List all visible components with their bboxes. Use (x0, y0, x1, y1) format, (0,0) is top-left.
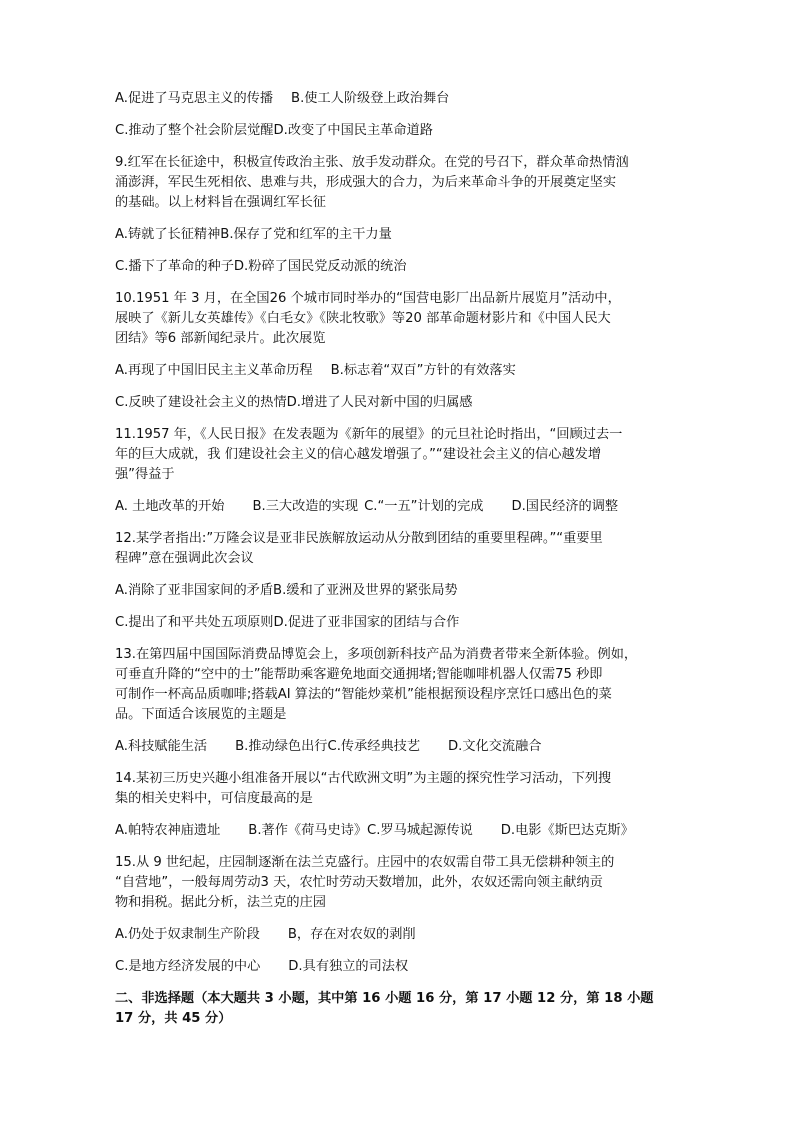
q11-option-d: D.国民经济的调整 (511, 499, 619, 514)
section-two-heading (115, 989, 695, 1029)
q15-stem-line: “自营地”，一般每周劳动3 天，农忙时劳动天数增加，此外，农奴还需向领主献纳贡 (115, 875, 603, 890)
q14-option-d: D.电影《斯巴达克斯》 (500, 823, 634, 838)
q14-option-b: B.著作《荷马史诗》 (248, 823, 368, 838)
q13-option-b: B.推动绿色出行 (235, 739, 328, 754)
q11-stem-line: 11.1957 年，《人民日报》在发表题为《新年的展望》的元旦社论时指出，“回顾过去一 (115, 427, 623, 442)
q14-options-row (115, 821, 695, 841)
q10-option-d: D.增进了人民对新中国的归属感 (286, 395, 473, 410)
q14-option-c: C.罗马城起源传说 (367, 823, 473, 838)
q15-option-c: C.是地方经济发展的中心 (115, 959, 261, 974)
q12-options-row-1 (115, 581, 695, 601)
q12-option-c: C.提出了和平共处五项原则 (115, 615, 274, 630)
q9-stem-line: 9.红军在长征途中，积极宣传政治主张、放手发动群众。在党的号召下，群众革命热情汹 (115, 155, 629, 170)
q10-stem-line: 展映了《新儿女英雄传》《白毛女》《陕北牧歌》等20 部革命题材影片和《中国人民大 (115, 311, 611, 326)
q12-stem-line: 程碑”意在强调此次会议 (115, 551, 254, 566)
q9-options-row-1 (115, 225, 695, 245)
q10-options-row-1 (115, 361, 695, 381)
q10-stem-line: 10.1951 年 3 月，在全国26 个城市同时举办的“国营电影厂出品新片展览月”活动中， (115, 291, 621, 306)
q9-option-b: B.保存了党和红军的主干力量 (220, 227, 392, 242)
q9-option-d: D.粉碎了国民党反动派的统治 (233, 259, 407, 274)
q11-option-a: A. 土地改革的开始 (115, 499, 225, 514)
q12-option-b: B.缓和了亚洲及世界的紧张局势 (273, 583, 458, 598)
q12-option-a: A.消除了亚非国家间的矛盾 (115, 583, 274, 598)
q13-stem-line: 可制作一杯高品质咖啡;搭载AI 算法的“智能炒菜机”能根据预设程序烹饪口感出色的菜 (115, 687, 612, 702)
q13-stem (115, 645, 695, 725)
q15-option-a: A.仍处于奴隶制生产阶段 (115, 927, 260, 942)
q14-stem (115, 769, 695, 809)
q13-option-c: C.传承经典技艺 (327, 739, 421, 754)
q13-stem-line: 品。下面适合该展览的主题是 (115, 707, 287, 722)
q10-option-a: A.再现了中国旧民主主义革命历程 (115, 363, 313, 378)
q13-option-a: A.科技赋能生活 (115, 739, 208, 754)
q9-options-row-2 (115, 257, 695, 277)
q15-option-d: D.具有独立的司法权 (288, 959, 409, 974)
q8-option-c: C.推动了整个社会阶层觉醒 (115, 123, 274, 138)
q12-stem (115, 529, 695, 569)
section-two-heading-line: 二、非选择题（本大题共 3 小题，其中第 16 小题 16 分，第 17 小题 12 分，第 18 小题 (115, 991, 654, 1006)
q13-options-row (115, 737, 695, 757)
q12-options-row-2 (115, 613, 695, 633)
q10-options-row-2 (115, 393, 695, 413)
exam-page (115, 89, 695, 1029)
q14-stem-line: 14.某初三历史兴趣小组准备开展以“古代欧洲文明”为主题的探究性学习活动，下列搜 (115, 771, 612, 786)
q12-option-d: D.促进了亚非国家的团结与合作 (273, 615, 460, 630)
section-two-heading-line: 17 分，共 45 分） (115, 1011, 232, 1026)
q9-stem-line: 的基础。以上材料旨在强调红军长征 (115, 195, 326, 210)
q11-options-row (115, 497, 695, 517)
q15-stem-line: 物和捐税。据此分析，法兰克的庄园 (115, 895, 326, 910)
q13-stem-line: 可垂直升降的“空中的士”能帮助乘客避免地面交通拥堵;智能咖啡机器人仅需75 秒即 (115, 667, 603, 682)
q11-stem (115, 425, 695, 485)
q12-stem-line: 12.某学者指出:”万隆会议是亚非民族解放运动从分散到团结的重要里程碑。”“重要里 (115, 531, 603, 546)
q15-option-b: B，存在对农奴的剥削 (287, 927, 416, 942)
q11-stem-line: 年的巨大成就，我 们建设社会主义的信心越发增强了。”“建设社会主义的信心越发增 (115, 447, 602, 462)
q8-option-a: A.促进了马克思主义的传播 (115, 91, 274, 106)
q15-options-row-2 (115, 957, 695, 977)
q9-stem-line: 涌澎湃，军民生死相依、患难与共，形成强大的合力，为后来革命斗争的开展奠定坚实 (115, 175, 617, 190)
q10-option-c: C.反映了建设社会主义的热情 (115, 395, 287, 410)
q11-option-b: B.三大改造的实现 (252, 499, 359, 514)
q15-stem-line: 15.从 9 世纪起，庄园制逐渐在法兰克盛行。庄园中的农奴需自带工具无偿耕种领主的 (115, 855, 615, 870)
q9-option-a: A.铸就了长征精神 (115, 227, 221, 242)
q8-option-b: B.使工人阶级登上政治舞台 (291, 91, 450, 106)
q10-stem (115, 289, 695, 349)
q8-option-d: D.改变了中国民主革命道路 (273, 123, 433, 138)
q9-stem (115, 153, 695, 213)
q9-option-c: C.播下了革命的种子 (115, 259, 234, 274)
q13-stem-line: 13.在第四届中国国际消费品博览会上，多项创新科技产品为消费者带来全新体验。例如， (115, 647, 638, 662)
q8-options-row-1 (115, 89, 695, 109)
q11-stem-line: 强”得益于 (115, 467, 175, 482)
q14-stem-line: 集的相关史料中，可信度最高的是 (115, 791, 313, 806)
q10-option-b: B.标志着“双百”方针的有效落实 (330, 363, 516, 378)
q10-stem-line: 团结》等6 部新闻纪录片。此次展览 (115, 331, 326, 346)
q11-option-c: C.“一五”计划的完成 (364, 499, 484, 514)
q8-options-row-2 (115, 121, 695, 141)
q14-option-a: A.帕特农神庙遗址 (115, 823, 221, 838)
q13-option-d: D.文化交流融合 (448, 739, 542, 754)
q15-options-row-1 (115, 925, 695, 945)
q15-stem (115, 853, 695, 913)
